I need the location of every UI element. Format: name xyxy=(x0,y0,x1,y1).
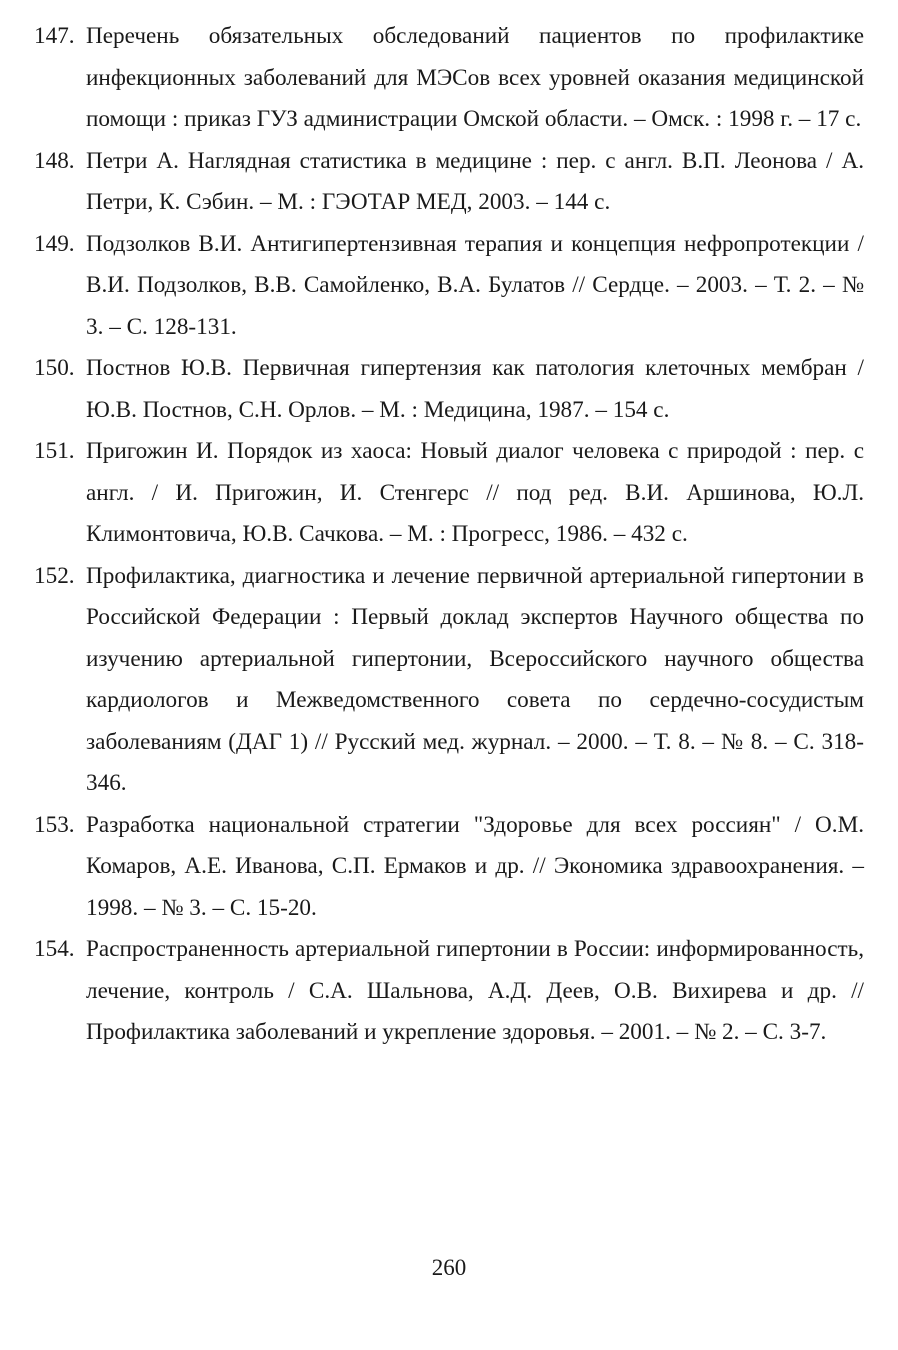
reference-number: 151. xyxy=(34,438,75,464)
reference-text: Профилактика, диагностика и лечение первичной артериальной гипертонии в Российской Федерации : Первый доклад экспертов Научного общества по изучению артериальной гипертонии, Всероссийского научного общества кардиологов и Межведомственного совета по сердечно-сосудистым заболеваниям (ДАГ 1) // Русский мед. журнал. – 2000. – Т. 8. – № 8. – С. 318-346. xyxy=(86,562,864,796)
reference-text: Распространенность артериальной гипертонии в России: информированность, лечение, контроль / С.А. Шальнова, А.Д. Деев, О.В. Вихирева и др. // Профилактика заболеваний и укрепление здоровья. – 2001. – № 2. – С. 3-7. xyxy=(86,936,864,1045)
reference-text: Перечень обязательных обследований пациентов по профилактике инфекционных заболеваний для МЭСов всех уровней оказания медицинской помощи : приказ ГУЗ администрации Омской области. – Омск. : 1998 г. – 17 с. xyxy=(86,23,864,132)
reference-number: 149. xyxy=(34,230,75,257)
reference-number: 154. xyxy=(34,936,75,962)
reference-item-149 xyxy=(34,224,864,349)
reference-text: Постнов Ю.В. Первичная гипертензия как патология клеточных мембран / Ю.В. Постнов, С.Н. Орлов. – М. : Медицина, 1987. – 154 с. xyxy=(86,355,864,423)
reference-number: 147. xyxy=(34,23,75,49)
reference-number: 153. xyxy=(34,811,75,838)
reference-item-152 xyxy=(34,556,864,805)
reference-text: Петри А. Наглядная статистика в медицине : пер. с англ. В.П. Леонова / А. Петри, К. Сэбин. – М. : ГЭОТАР МЕД, 2003. – 144 с. xyxy=(86,147,864,215)
reference-text: Пригожин И. Порядок из хаоса: Новый диалог человека с природой : пер. с англ. / И. Пригожин, И. Стенгерс // под ред. В.И. Аршинова, Ю.Л. Климонтовича, Ю.В. Сачкова. – М. : Прогресс, 1986. – 432 с. xyxy=(86,438,864,547)
reference-item-147 xyxy=(34,16,864,141)
reference-number: 150. xyxy=(34,355,75,381)
reference-item-150 xyxy=(34,348,864,431)
reference-item-148 xyxy=(34,141,864,224)
reference-number: 148. xyxy=(34,147,75,174)
reference-text: Подзолков В.И. Антигипертензивная терапия и концепция нефропротекции / В.И. Подзолков, В.В. Самойленко, В.А. Булатов // Сердце. – 2003. – Т. 2. – № 3. – С. 128-131. xyxy=(86,230,864,340)
page-number: 260 xyxy=(431,1255,467,1280)
reference-number: 152. xyxy=(34,562,75,589)
reference-item-154 xyxy=(34,929,864,1054)
reference-list xyxy=(34,16,864,1054)
page-body xyxy=(34,16,864,1054)
reference-item-153 xyxy=(34,805,864,930)
reference-text: Разработка национальной стратегии "Здоровье для всех россиян" / О.М. Комаров, А.Е. Иванова, С.П. Ермаков и др. // Экономика здравоохранения. – 1998. – № 3. – С. 15-20. xyxy=(86,811,864,921)
reference-item-151 xyxy=(34,431,864,556)
